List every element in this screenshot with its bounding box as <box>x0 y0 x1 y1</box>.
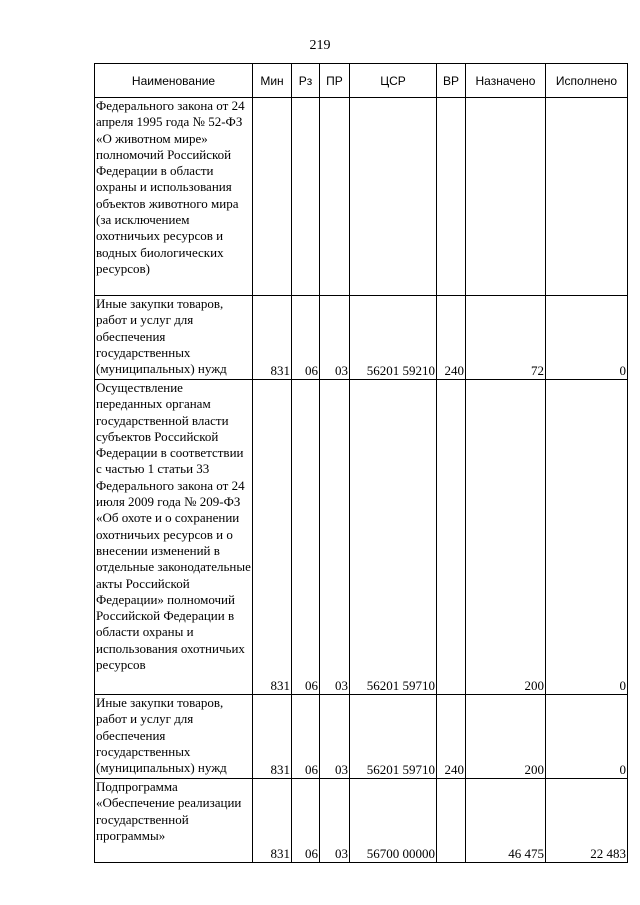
row-rz: 06 <box>292 296 320 380</box>
row-name: Иные закупки товаров, работ и услуг для обеспечения государственных (муниципальных) нужд <box>95 296 253 380</box>
row-pr: 03 <box>320 296 350 380</box>
row-assigned: 46 475 <box>466 779 546 863</box>
row-executed: 0 <box>546 380 628 695</box>
header-executed: Исполнено <box>546 64 628 98</box>
page-number: 219 <box>309 38 331 53</box>
header-vr: ВР <box>437 64 466 98</box>
header-assigned: Назначено <box>466 64 546 98</box>
row-assigned <box>466 98 546 296</box>
row-csr <box>350 98 437 296</box>
row-assigned: 200 <box>466 695 546 779</box>
row-name: Подпрограмма «Обеспечение реализации государственной программы» <box>95 779 253 863</box>
row-name: Федерального закона от 24 апреля 1995 года № 52-ФЗ «О животном мире» полномочий Российской Федерации в области охраны и использования объектов животного мира (за исключением охотничьих ресурсов и водных биологических ресурсов) <box>95 98 253 296</box>
row-csr: 56201 59710 <box>350 380 437 695</box>
table-row <box>95 296 628 380</box>
row-csr: 56201 59210 <box>350 296 437 380</box>
row-assigned: 72 <box>466 296 546 380</box>
row-rz: 06 <box>292 695 320 779</box>
row-vr: 240 <box>437 296 466 380</box>
table-row <box>95 779 628 863</box>
row-rz <box>292 98 320 296</box>
row-pr <box>320 98 350 296</box>
row-executed: 0 <box>546 695 628 779</box>
row-rz: 06 <box>292 779 320 863</box>
header-row <box>95 64 628 98</box>
row-min: 831 <box>253 695 292 779</box>
header-pr: ПР <box>320 64 350 98</box>
row-pr: 03 <box>320 779 350 863</box>
row-csr: 56700 00000 <box>350 779 437 863</box>
row-executed: 22 483 <box>546 779 628 863</box>
budget-table <box>94 63 628 863</box>
row-pr: 03 <box>320 695 350 779</box>
table-row <box>95 695 628 779</box>
row-executed <box>546 98 628 296</box>
row-name: Осуществление переданных органам государственной власти субъектов Российской Федерации в соответствии с частью 1 статьи 33 Федерального закона от 24 июля 2009 года № 209-ФЗ «Об охоте и о сохранении охотничьих ресурсов и о внесении изменений в отдельные законодательные акты Российской Федерации» полномочий Российской Федерации в области охраны и использования охотничьих ресурсов <box>95 380 253 695</box>
table-row <box>95 380 628 695</box>
row-vr <box>437 380 466 695</box>
table-row <box>95 98 628 296</box>
row-min: 831 <box>253 296 292 380</box>
row-vr <box>437 779 466 863</box>
row-executed: 0 <box>546 296 628 380</box>
row-min: 831 <box>253 380 292 695</box>
row-pr: 03 <box>320 380 350 695</box>
header-csr: ЦСР <box>350 64 437 98</box>
row-csr: 56201 59710 <box>350 695 437 779</box>
row-vr <box>437 98 466 296</box>
header-name: Наименование <box>95 64 253 98</box>
header-min: Мин <box>253 64 292 98</box>
row-min <box>253 98 292 296</box>
header-rz: Рз <box>292 64 320 98</box>
row-rz: 06 <box>292 380 320 695</box>
row-vr: 240 <box>437 695 466 779</box>
row-min: 831 <box>253 779 292 863</box>
row-assigned: 200 <box>466 380 546 695</box>
row-name: Иные закупки товаров, работ и услуг для обеспечения государственных (муниципальных) нужд <box>95 695 253 779</box>
